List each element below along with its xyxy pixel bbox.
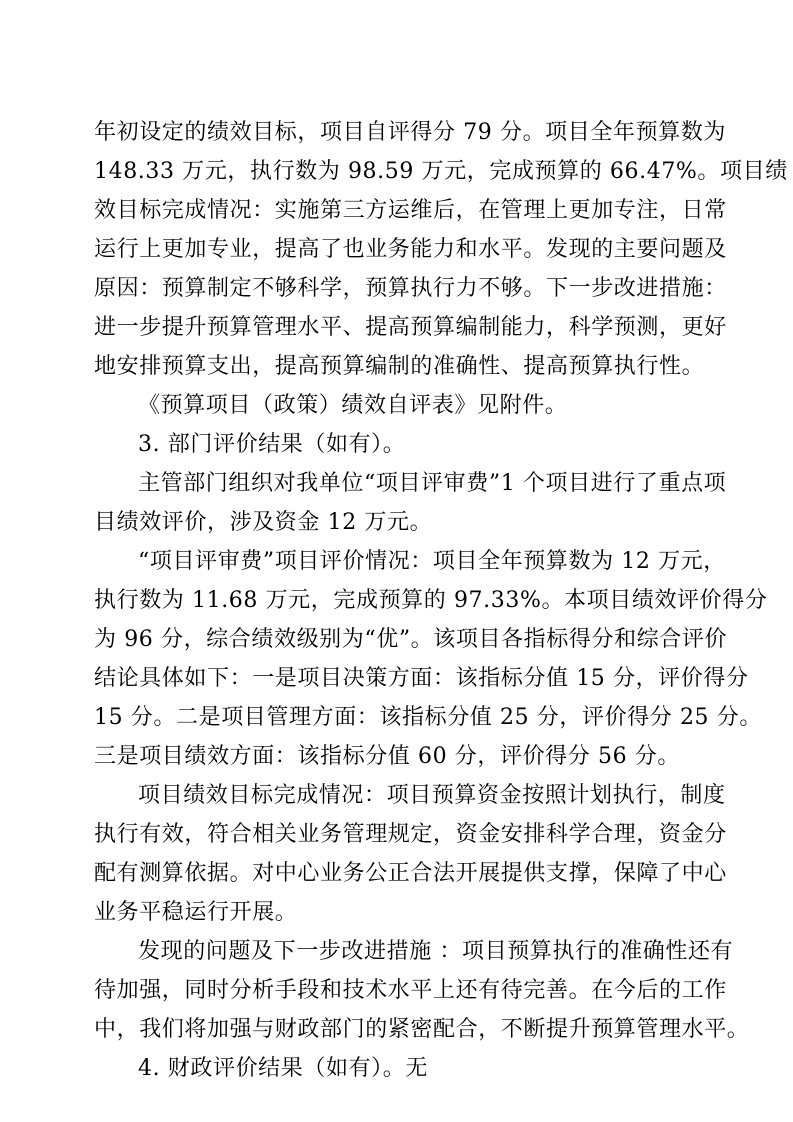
body-line-17: 三是项目绩效方面：该指标分值 60 分，评价得分 56 分。 [94, 744, 680, 769]
body-line-16: 15 分。二是项目管理方面：该指标分值 25 分，评价得分 25 分。 [94, 705, 762, 730]
body-line-5: 原因：预算制定不够科学，预算执行力不够。下一步改进措施： [94, 276, 727, 301]
body-line-21: 业务平稳运行开展。 [94, 900, 298, 925]
body-line-12: “项目评审费”项目评价情况：项目全年预算数为 12 万元， [138, 549, 726, 574]
body-line-10: 主管部门组织对我单位“项目评审费”1 个项目进行了重点项 [138, 471, 727, 496]
body-line-1: 年初设定的绩效目标，项目自评得分 79 分。项目全年预算数为 [94, 120, 726, 145]
body-line-6: 进一步提升预算管理水平、提高预算编制能力，科学预测，更好 [94, 315, 727, 340]
body-line-23: 待加强，同时分析手段和技术水平上还有待完善。在今后的工作 [94, 978, 727, 1003]
body-line-22: 发现的问题及下一步改进措施 ：项目预算执行的准确性还有 [138, 939, 734, 964]
section-heading-4: 4. 财政评价结果（如有）。无 [138, 1056, 428, 1081]
body-line-13: 执行数为 11.68 万元，完成预算的 97.33%。本项目绩效评价得分 [94, 588, 768, 613]
body-line-18: 项目绩效目标完成情况：项目预算资金按照计划执行，制度 [138, 783, 726, 808]
body-line-15: 结论具体如下：一是项目决策方面：该指标分值 15 分，评价得分 [94, 666, 749, 691]
body-line-4: 运行上更加专业，提高了也业务能力和水平。发现的主要问题及 [94, 237, 727, 262]
body-line-11: 目绩效评价，涉及资金 12 万元。 [94, 510, 433, 535]
body-line-3: 效目标完成情况：实施第三方运维后，在管理上更加专注，日常 [94, 198, 727, 223]
body-line-19: 执行有效，符合相关业务管理规定，资金安排科学合理，资金分 [94, 822, 727, 847]
section-heading-3: 3. 部门评价结果（如有）。 [138, 432, 406, 457]
body-line-24: 中，我们将加强与财政部门的紧密配合，不断提升预算管理水平。 [94, 1017, 750, 1042]
body-line-2: 148.33 万元，执行数为 98.59 万元，完成预算的 66.47%。项目绩 [94, 159, 788, 184]
body-line-14: 为 96 分，综合绩效级别为“优”。该项目各指标得分和综合评价 [94, 627, 728, 652]
body-line-7: 地安排预算支出，提高预算编制的准确性、提高预算执行性。 [94, 354, 705, 379]
body-line-20: 配有测算依据。对中心业务公正合法开展提供支撑，保障了中心 [94, 861, 727, 886]
attachment-note: 《预算项目（政策）绩效自评表》见附件。 [138, 393, 568, 418]
